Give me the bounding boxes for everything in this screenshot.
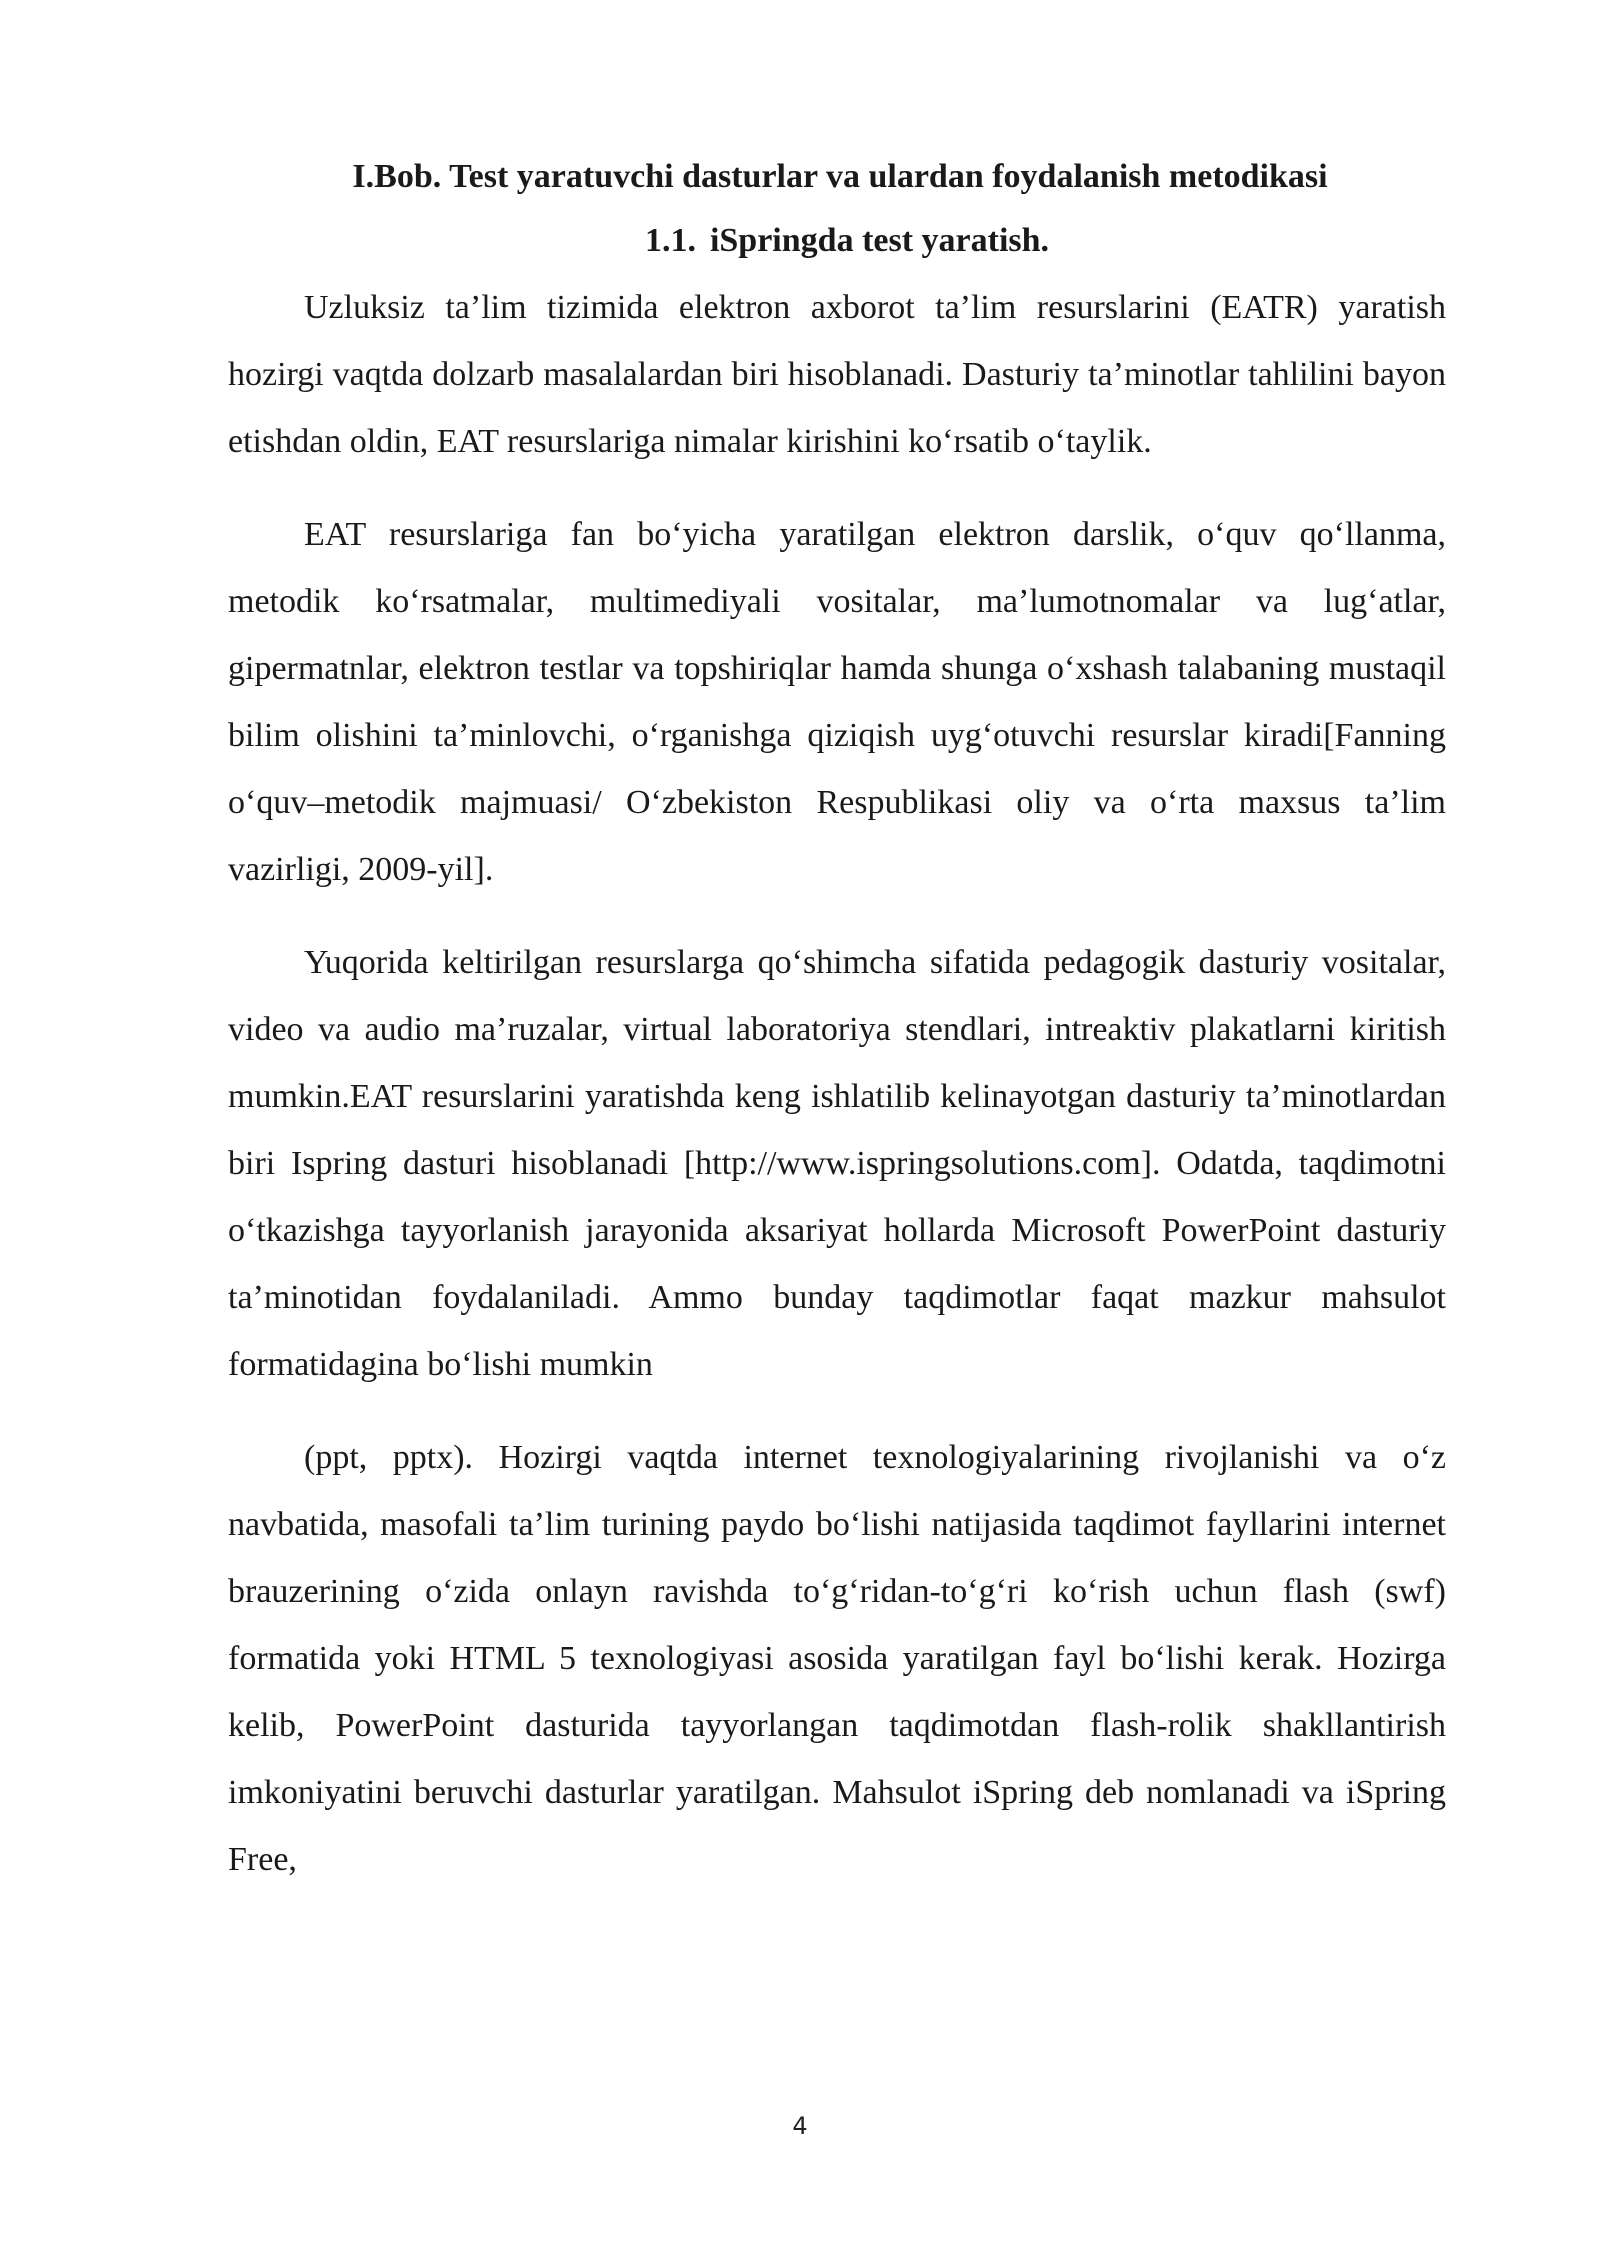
section-title: iSpringda test yaratish <box>709 222 1041 259</box>
page-number: 4 <box>792 2112 808 2140</box>
paragraph-3: Yuqorida keltirilgan resurslarga qo‘shimcha sifatida pedagogik dasturiy vositalar, video va audio ma’ruzalar, virtual laboratoriya stendlari, intreaktiv plakatlarni kiritish mumkin.EAT resurslarini yaratishda keng ishlatilib kelinayotgan dasturiy ta’minotlardan biri Ispring dasturi hisoblanadi [http://www.ispringsolutions.com]. Odatda, taqdimotni o‘tkazishga tayyorlanish jarayonida aksariyat hollarda Microsoft PowerPoint dasturiy ta’minotidan foydalaniladi. Ammo bunday taqdimotlar faqat mazkur mahsulot formatidagina bo‘lishi mumkin <box>228 944 1446 1383</box>
chapter-title: I.Bob. Test yaratuvchi dasturlar va ulardan foydalanish metodikasi <box>352 158 1328 195</box>
paragraph-2: EAT resurslariga fan bo‘yicha yaratilgan elektron darslik, o‘quv qo‘llanma, metodik ko‘rsatmalar, multimediyali vositalar, ma’lumotnomalar va lug‘atlar, gipermatnlar, elektron testlar va topshiriqlar hamda shunga o‘xshash talabaning mustaqil bilim olishini ta’minlovchi, o‘rganishga qiziqish uyg‘otuvchi resurslar kiradi[Fanning o‘quv–metodik majmuasi/ O‘zbekiston Respublikasi oliy va o‘rta maxsus ta’lim vazirligi, 2009-yil]. <box>228 516 1446 888</box>
page-body <box>228 148 1446 1893</box>
section-heading <box>228 212 1446 270</box>
section-title-period: . <box>1040 222 1050 259</box>
section-number: 1.1. <box>644 222 696 259</box>
paragraph-1: Uzluksiz ta’lim tizimida elektron axborot ta’lim resurslarini (EATR) yaratish hozirgi vaqtda dolzarb masalalardan biri hisoblanadi. Dasturiy ta’minotlar tahlilini bayon etishdan oldin, EAT resurslariga nimalar kirishini ko‘rsatib o‘taylik. <box>228 289 1446 460</box>
paragraph-4: (ppt, pptx). Hozirgi vaqtda internet texnologiyalarining rivojlanishi va o‘z navbatida, masofali ta’lim turining paydo bo‘lishi natijasida taqdimot fayllarini internet brauzerining o‘zida onlayn ravishda to‘g‘ridan-to‘g‘ri ko‘rish uchun flash (swf) formatida yoki HTML 5 texnologiyasi asosida yaratilgan fayl bo‘lishi kerak. Hozirga kelib, PowerPoint dasturida tayyorlangan taqdimotdan flash-rolik shakllantirish imkoniyatini beruvchi dasturlar yaratilgan. Mahsulot iSpring deb nomlanadi va iSpring Free, <box>228 1439 1446 1878</box>
